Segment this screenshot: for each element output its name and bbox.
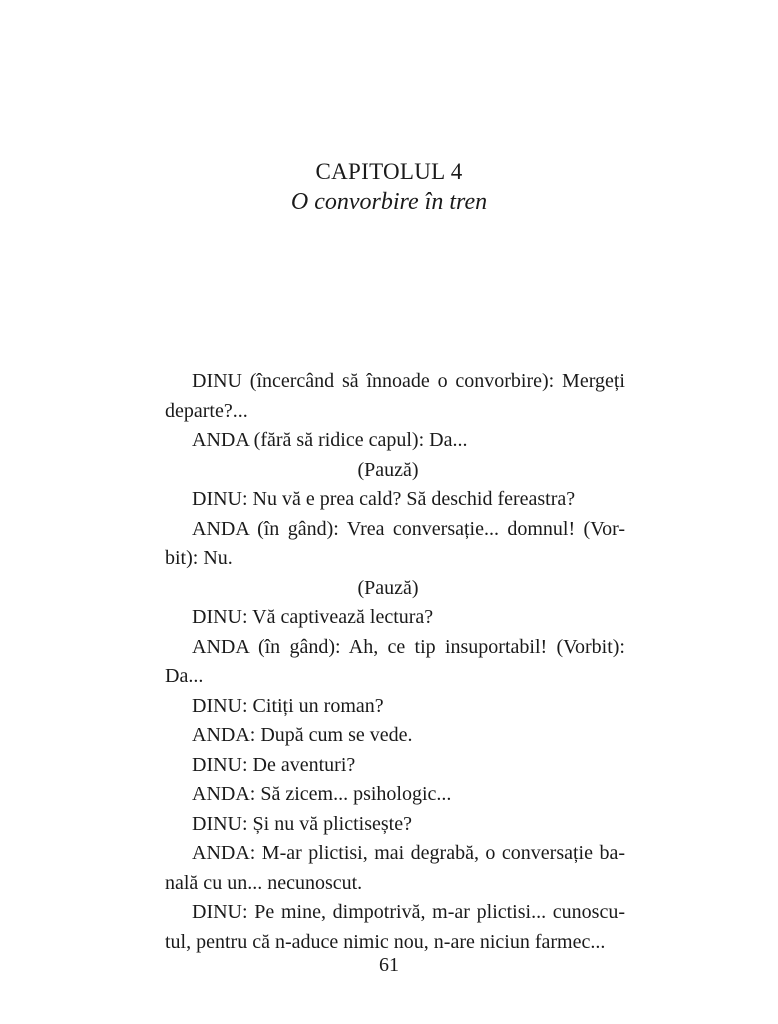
text-line: ANDA (în gând): Ah, ce tip insuportabil! (Vorbit): xyxy=(192,635,625,658)
dialogue-line: DINU: Și nu vă plictisește? xyxy=(192,812,412,835)
dialogue-line xyxy=(165,367,625,426)
stage-direction: (Pauză) xyxy=(357,576,419,599)
text-line: bit): Nu. xyxy=(165,547,233,569)
dialogue-line: ANDA (fără să ridice capul): Da... xyxy=(192,429,468,451)
dialogue-line: DINU: Citiți un roman? xyxy=(192,694,384,717)
text-line: Da... xyxy=(165,665,204,687)
stage-direction: (Pauză) xyxy=(357,458,419,481)
text-line: tul, pentru că n-aduce nimic nou, n-are niciun farmec... xyxy=(165,930,606,953)
chapter-number: CAPITOLUL 4 xyxy=(315,159,463,184)
page-number: 61 xyxy=(379,954,399,976)
chapter-heading xyxy=(0,158,778,218)
text-line: nală cu un... necunoscut. xyxy=(165,871,363,894)
dialogue-line xyxy=(165,515,625,574)
dialogue-text xyxy=(165,367,625,957)
chapter-title: O convorbire în tren xyxy=(290,189,488,215)
dialogue-line: DINU: Nu vă e prea cald? Să deschid fereastra? xyxy=(192,488,576,510)
dialogue-line: DINU: Vă captivează lectura? xyxy=(192,606,434,628)
text-line: DINU (încercând să înnoade o convorbire): Mergeți xyxy=(192,370,625,392)
text-line: departe?... xyxy=(165,399,248,422)
dialogue-line: ANDA: După cum se vede. xyxy=(192,724,413,746)
dialogue-line xyxy=(165,898,625,957)
dialogue-line: ANDA: Să zicem... psihologic... xyxy=(192,783,452,805)
dialogue-line: DINU: De aventuri? xyxy=(192,753,356,776)
text-line: ANDA: M-ar plictisi, mai degrabă, o conversație ba- xyxy=(192,842,625,864)
text-line: DINU: Pe mine, dimpotrivă, m-ar plictisi... cunoscu- xyxy=(192,901,625,923)
text-line: ANDA (în gând): Vrea conversație... domnul! (Vor- xyxy=(192,517,625,540)
dialogue-line xyxy=(165,633,625,692)
dialogue-line xyxy=(165,839,625,898)
